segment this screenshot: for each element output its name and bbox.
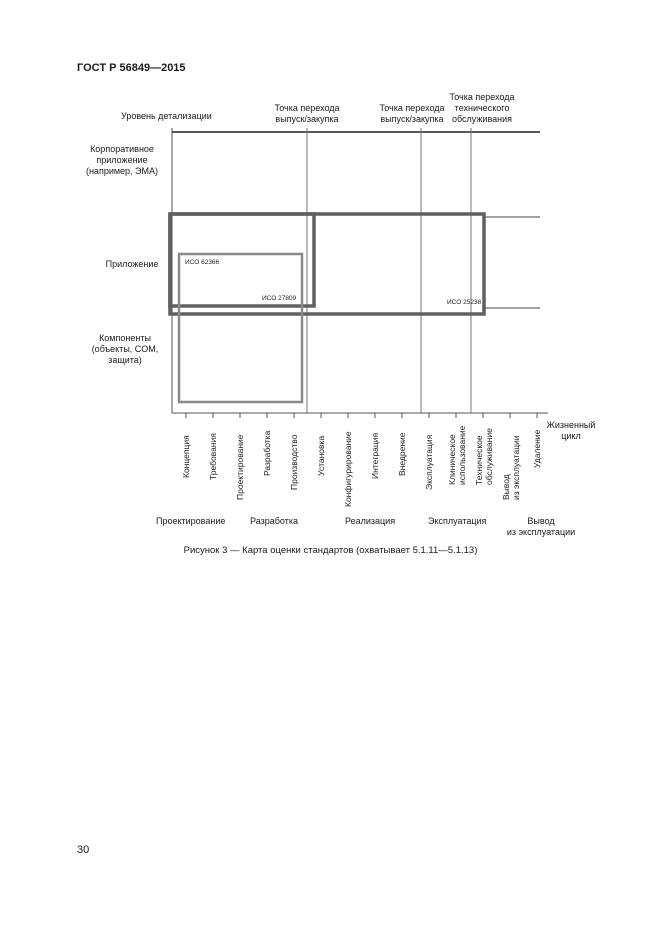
phase-development: Разработка — [250, 516, 298, 526]
stage-development: Разработка — [262, 430, 272, 476]
transition-point-1-label: Точка перехода выпуск/закупка — [274, 103, 340, 124]
stage-deployment: Внедрение — [397, 432, 407, 476]
stage-concept: Концепция — [181, 435, 191, 478]
application-level-label: Приложение — [105, 259, 159, 269]
stage-clinical-use: Клиническое использование — [447, 425, 467, 485]
stage-decommission: Вывод из эксплуатации — [501, 435, 521, 500]
maintenance-transition-label: Точка перехода технического обслуживания — [449, 92, 515, 124]
stage-disposal: Удаление — [532, 429, 542, 468]
iso-62366-box — [179, 254, 302, 402]
detail-axis-label: Уровень детализации — [121, 111, 212, 121]
stage-configuration: Конфигурирование — [343, 431, 353, 507]
transition-point-2-label: Точка перехода выпуск/закупка — [379, 103, 445, 124]
document-header: ГОСТ Р 56849—2015 — [77, 62, 186, 74]
stage-integration: Интеграция — [370, 432, 380, 479]
enterprise-level-label: Корпоративное приложение (например, ЭМА) — [85, 144, 159, 176]
stage-requirements: Требования — [208, 433, 218, 480]
phase-operation: Эксплуатация — [428, 516, 487, 526]
stage-operation: Эксплуатация — [424, 434, 434, 490]
stage-design: Проектирование — [235, 434, 245, 500]
iso-27809-label: ИСО 27809 — [262, 295, 297, 302]
phase-decommission: Вывод из эксплуатации — [506, 516, 576, 537]
figure-caption: Рисунок 3 — Карта оценки стандартов (охватывает 5.1.11—5.1.13) — [183, 545, 478, 556]
components-level-label: Компоненты (объекты, COM, защита) — [91, 333, 159, 365]
lifecycle-ticks — [186, 413, 537, 418]
stage-maintenance: Техническое обслуживание — [474, 428, 494, 485]
iso-62366-label: ИСО 62366 — [185, 259, 220, 266]
page-number: 30 — [77, 844, 90, 856]
stage-production: Производство — [289, 434, 299, 490]
phase-design: Проектирование — [156, 516, 226, 526]
lifecycle-label: Жизненный цикл — [546, 420, 596, 441]
iso-25238-label: ИСО 25238 — [447, 299, 482, 306]
phase-implementation: Реализация — [345, 516, 396, 526]
stage-installation: Установка — [316, 435, 326, 476]
